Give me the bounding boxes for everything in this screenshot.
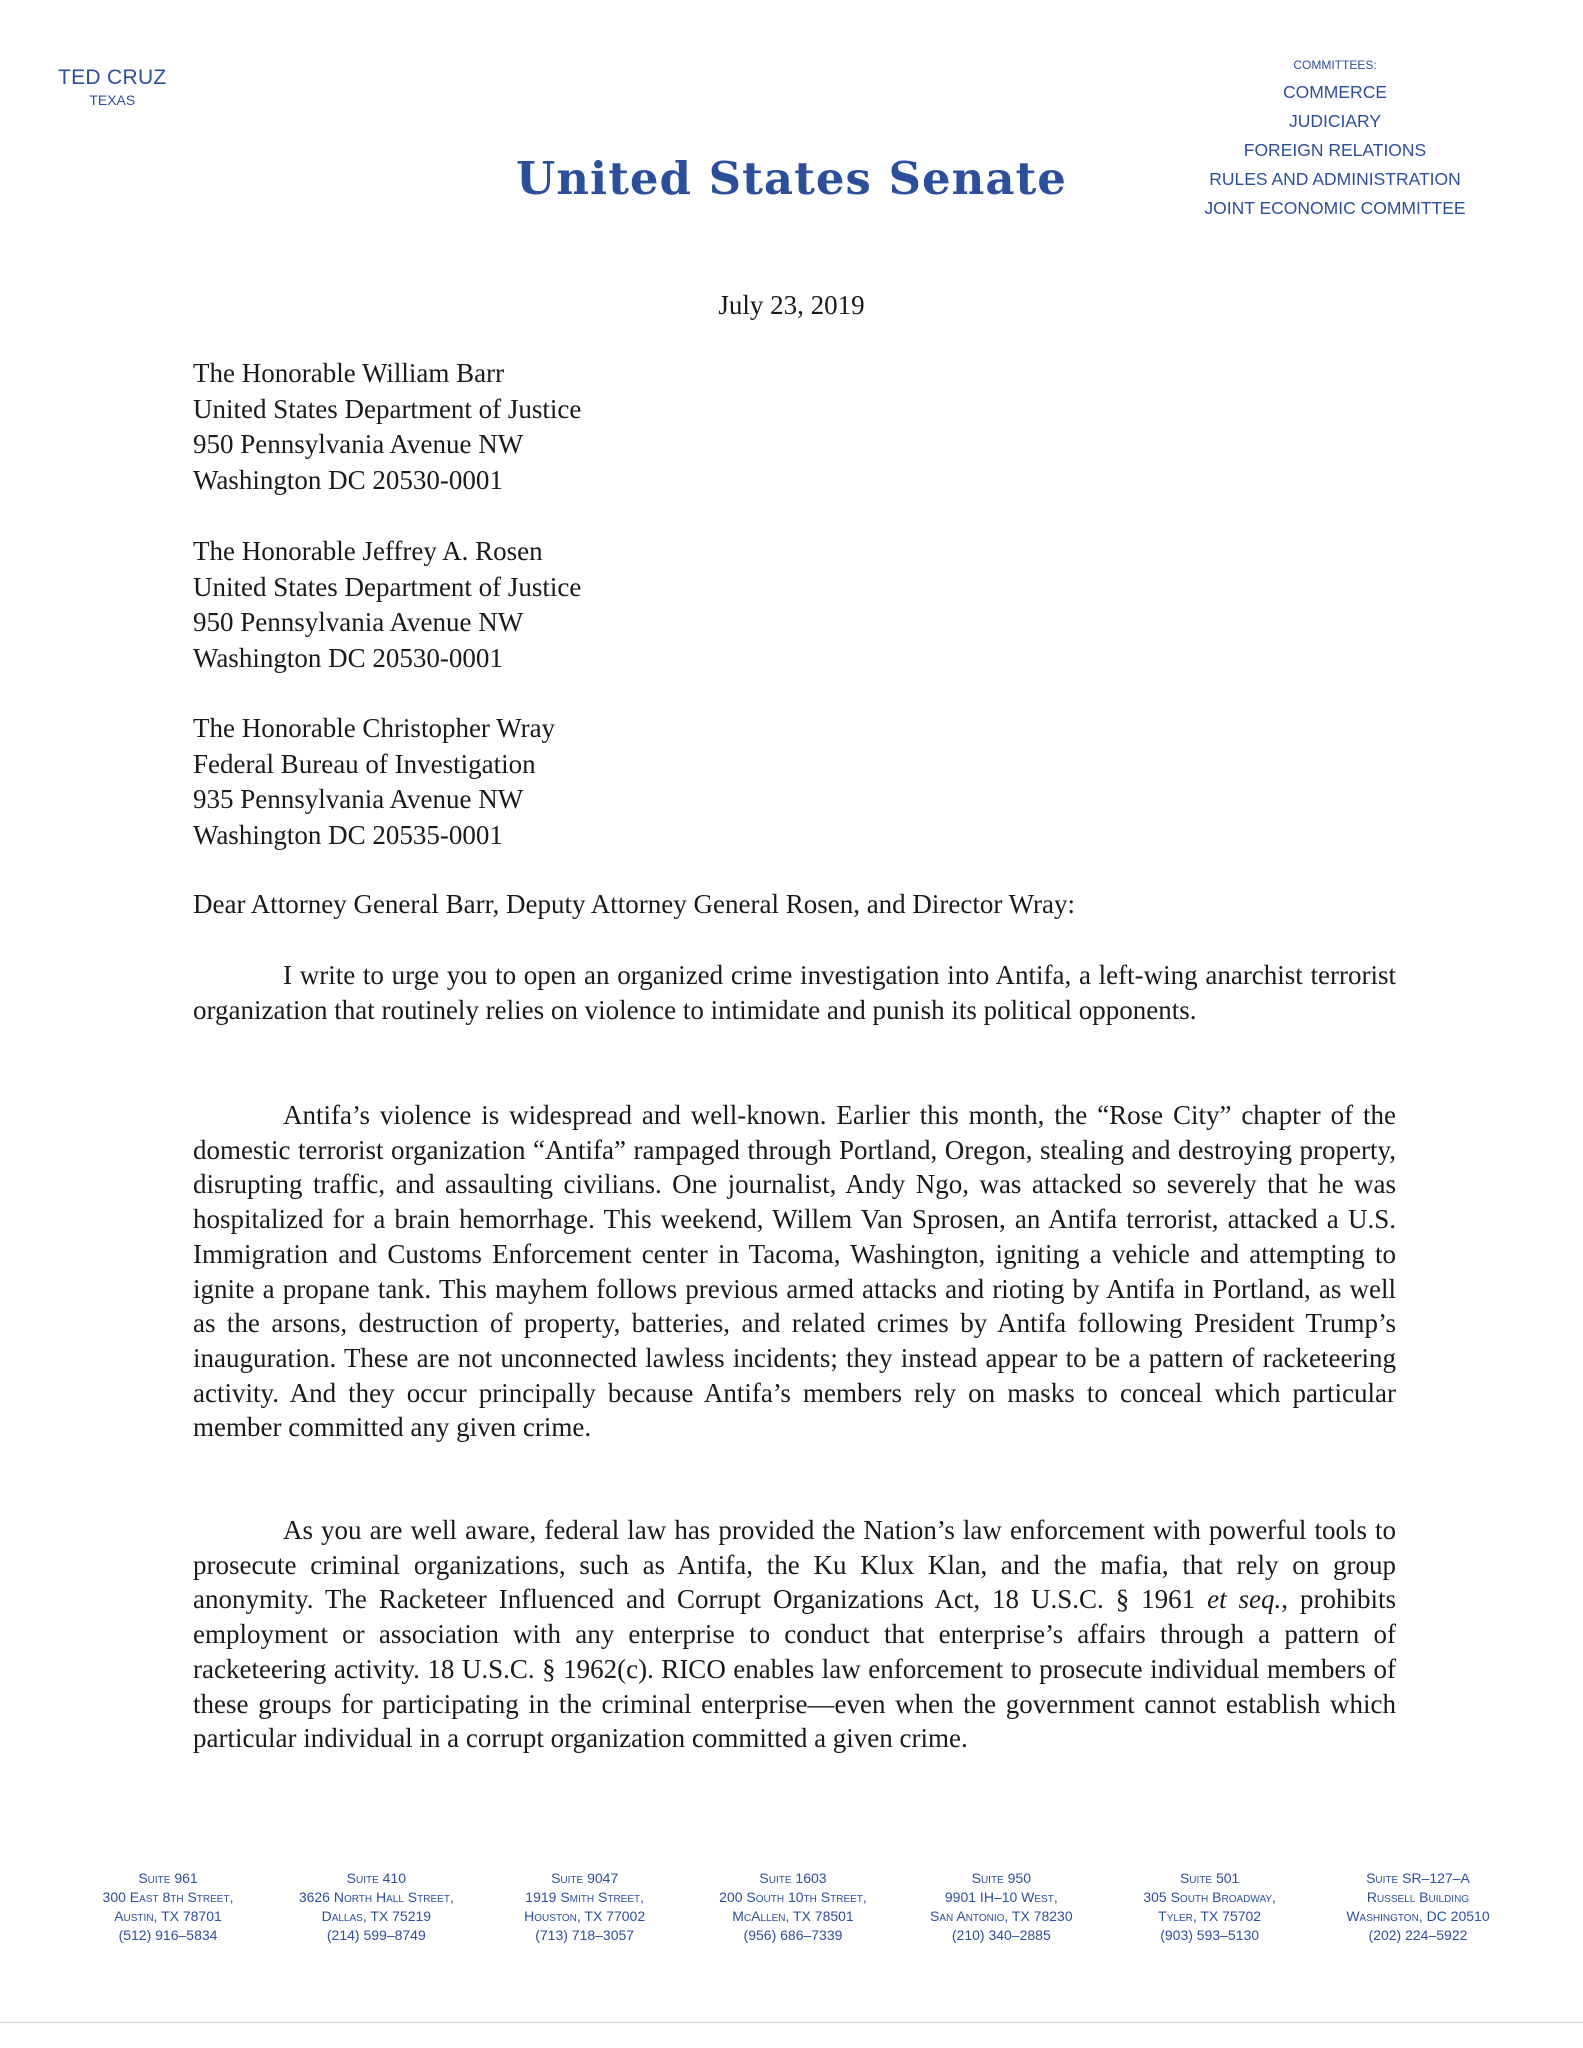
committee-item: COMMERCE: [1282, 82, 1388, 102]
committee-item: JUDICIARY: [1288, 111, 1382, 131]
office-line: 300 East 8th Street,: [102, 1889, 234, 1905]
office-line: Suite 501: [1179, 1870, 1240, 1886]
office-line: Tyler, TX 75702: [1158, 1908, 1262, 1924]
recipient-line: Washington DC 20530-0001: [193, 464, 503, 495]
office-line: Suite 410: [346, 1870, 407, 1886]
office-address: [276, 1869, 476, 1945]
body-paragraph: [193, 1513, 1396, 1756]
office-line: (512) 916–5834: [118, 1927, 218, 1943]
salutation: Dear Attorney General Barr, Deputy Attorney General Rosen, and Director Wray:: [193, 889, 1076, 919]
senator-state: TEXAS: [89, 92, 136, 108]
office-line: 305 South Broadway,: [1143, 1889, 1276, 1905]
recipient-address: [193, 711, 555, 853]
committee-item: RULES AND ADMINISTRATION: [1209, 169, 1461, 189]
senate-masthead: United States Senate: [516, 152, 1067, 205]
office-line: (713) 718–3057: [535, 1927, 635, 1943]
office-line: (210) 340–2885: [951, 1927, 1051, 1943]
recipient-line: The Honorable William Barr: [193, 358, 505, 388]
recipient-line: The Honorable Jeffrey A. Rosen: [193, 536, 543, 566]
recipient-line: United States Department of Justice: [193, 393, 582, 424]
committees-label: COMMITTEES:: [1293, 58, 1377, 72]
committee-item: FOREIGN RELATIONS: [1243, 140, 1427, 160]
office-line: (903) 593–5130: [1160, 1927, 1260, 1943]
senator-name: TED CRUZ: [58, 66, 167, 89]
body-paragraph: [193, 958, 1396, 1027]
committees-list: [1175, 58, 1495, 223]
office-line: 1919 Smith Street,: [525, 1889, 645, 1905]
body-paragraph: [193, 1098, 1396, 1445]
office-line: Suite 1603: [759, 1870, 827, 1886]
recipient-line: Washington DC 20535-0001: [193, 819, 503, 850]
recipient-line: The Honorable Christopher Wray: [193, 713, 556, 743]
office-address: [68, 1869, 268, 1945]
recipient-line: Washington DC 20530-0001: [193, 642, 503, 673]
recipient-line: 950 Pennsylvania Avenue NW: [193, 607, 524, 637]
recipient-line: Federal Bureau of Investigation: [193, 748, 536, 779]
office-address: [485, 1869, 685, 1945]
recipient-line: 950 Pennsylvania Avenue NW: [193, 429, 524, 459]
office-line: Washington, DC 20510: [1346, 1908, 1490, 1924]
office-line: Suite SR–127–A: [1366, 1870, 1470, 1886]
office-line: Dallas, TX 75219: [321, 1908, 432, 1924]
recipient-line: United States Department of Justice: [193, 571, 582, 602]
letter-date: July 23, 2019: [718, 290, 865, 320]
office-line: Suite 950: [971, 1870, 1031, 1886]
committee-item: JOINT ECONOMIC COMMITTEE: [1204, 198, 1466, 218]
office-line: 9901 IH–10 West,: [944, 1889, 1058, 1905]
italic-citation: et seq.: [1207, 1584, 1282, 1615]
paragraph-text: As you are well aware, federal law has provided the Nation’s law enforcement with powerful tools to prosecute criminal organizations, such as Antifa, the Ku Klux Klan, and the mafia, that rely on group anonymity. The Racketeer Influenced and Corrupt Organizations Act, 18 U.S.C. § 1961: [193, 1515, 1396, 1615]
office-line: 3626 North Hall Street,: [298, 1889, 454, 1905]
office-address: [1110, 1869, 1310, 1945]
office-line: (956) 686–7339: [743, 1927, 843, 1943]
recipient-address: [193, 534, 581, 676]
office-footer: [68, 1869, 1518, 1945]
office-line: Suite 9047: [551, 1870, 619, 1886]
office-line: Austin, TX 78701: [114, 1908, 222, 1924]
paragraph-text: I write to urge you to open an organized crime investigation into Antifa, a left-wing anarchist terrorist organization that routinely relies on violence to intimidate and punish its political opponents.: [193, 960, 1396, 1025]
office-address: [693, 1869, 893, 1945]
office-address: [1318, 1869, 1518, 1945]
paragraph-text: Antifa’s violence is widespread and well-known. Earlier this month, the “Rose City” chapter of the domestic terrorist organization “Antifa” rampaged through Portland, Oregon, stealing and destroying property, disrupting traffic, and assaulting civilians. One journalist, Andy Ngo, was attacked so severely that he was hospitalized for a brain hemorrhage. This weekend, Willem Van Sprosen, an Antifa terrorist, attacked a U.S. Immigration and Customs Enforcement center in Tacoma, Washington, igniting a vehicle and attempting to ignite a propane tank. This mayhem follows previous armed attacks and rioting by Antifa in Portland, as well as the arsons, destruction of property, batteries, and related crimes by Antifa following President Trump’s inauguration. These are not unconnected lawless incidents; they instead appear to be a pattern of racketeering activity. And they occur principally because Antifa’s members rely on masks to conceal which particular member committed any given crime.: [193, 1100, 1396, 1443]
office-line: Houston, TX 77002: [524, 1908, 646, 1924]
office-line: (214) 599–8749: [326, 1927, 426, 1943]
page-bottom-rule: [0, 2022, 1583, 2023]
office-address: [901, 1869, 1101, 1945]
recipient-line: 935 Pennsylvania Avenue NW: [193, 784, 524, 814]
office-line: (202) 224–5922: [1368, 1927, 1468, 1943]
senator-block: [58, 66, 167, 108]
office-line: Suite 961: [138, 1870, 198, 1886]
office-line: San Antonio, TX 78230: [929, 1908, 1073, 1924]
office-line: Russell Building: [1366, 1889, 1470, 1905]
recipient-address: [193, 356, 581, 498]
office-line: 200 South 10th Street,: [719, 1889, 867, 1905]
office-line: McAllen, TX 78501: [732, 1908, 854, 1924]
paragraph-text: , prohibits employment or association with any enterprise to conduct that enterprise’s affairs through a pattern of racketeering activity. 18 U.S.C. § 1962(c). RICO enables law enforcement to prosecute individual members of these groups for participating in the criminal enterprise—even when the government cannot establish which particular individual in a corrupt organization committed a given crime.: [193, 1584, 1396, 1754]
